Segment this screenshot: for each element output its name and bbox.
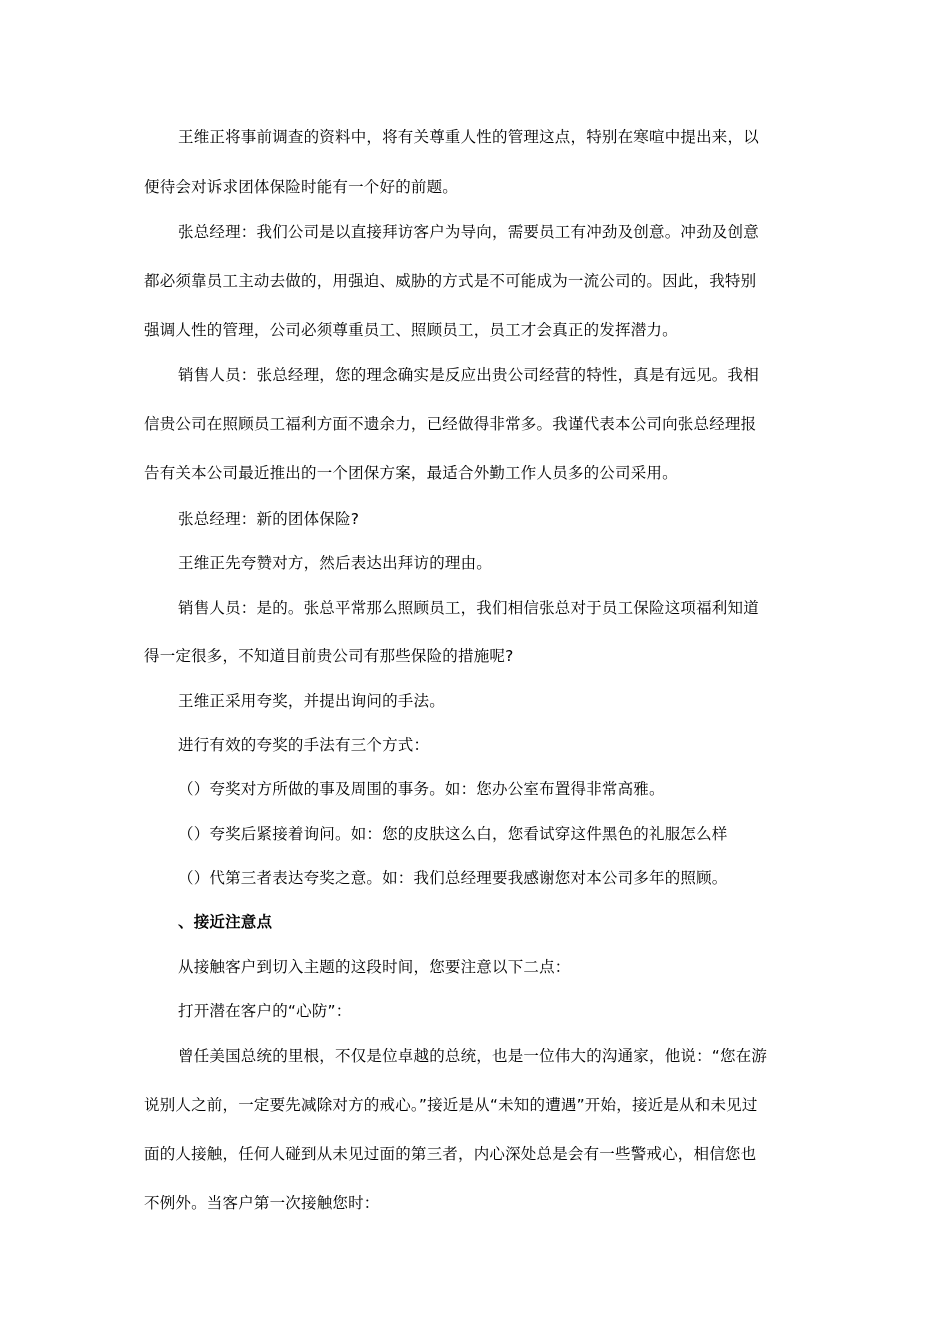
paragraph-line: 张总经理：新的团体保险? (178, 510, 360, 528)
paragraph-line: 曾任美国总统的里根，不仅是位卓越的总统，也是一位伟大的沟通家，他说：“您在游 (178, 1047, 768, 1065)
paragraph-line: 销售人员：张总经理，您的理念确实是反应出贵公司经营的特性，真是有远见。我相 (178, 366, 759, 384)
list-item: （）代第三者表达夸奖之意。如：我们总经理要我感谢您对本公司多年的照顾。 (178, 869, 728, 887)
paragraph-line: 便待会对诉求团体保险时能有一个好的前题。 (144, 178, 459, 196)
paragraph-line: 王维正先夸赞对方，然后表达出拜访的理由。 (178, 554, 493, 572)
paragraph-line: 王维正将事前调查的资料中，将有关尊重人性的管理这点，特别在寒喧中提出来，以 (178, 128, 759, 146)
section-heading: 、接近注意点 (178, 913, 273, 931)
paragraph-line: 面的人接触，任何人碰到从未见过面的第三者，内心深处总是会有一些警戒心，相信您也 (144, 1145, 757, 1163)
paragraph-line: 从接触客户到切入主题的这段时间，您要注意以下二点： (178, 958, 571, 976)
paragraph-line: 进行有效的夸奖的手法有三个方式： (178, 736, 430, 754)
paragraph-line: 打开潜在客户的“心防”： (178, 1002, 352, 1020)
list-item: （）夸奖后紧接着询问。如：您的皮肤这么白，您看试穿这件黑色的礼服怎么样 (178, 825, 728, 843)
paragraph-line: 信贵公司在照顾员工福利方面不遗余力，已经做得非常多。我谨代表本公司向张总经理报 (144, 415, 757, 433)
paragraph-line: 不例外。当客户第一次接触您时： (144, 1194, 380, 1212)
paragraph-line: 告有关本公司最近推出的一个团保方案，最适合外勤工作人员多的公司采用。 (144, 464, 678, 482)
paragraph-line: 说别人之前，一定要先减除对方的戒心。”接近是从“未知的遭遇”开始，接近是从和未见过 (144, 1096, 758, 1114)
paragraph-line: 王维正采用夸奖，并提出询问的手法。 (178, 692, 445, 710)
paragraph-line: 强调人性的管理，公司必须尊重员工、照顾员工，员工才会真正的发挥潜力。 (144, 321, 678, 339)
paragraph-line: 张总经理：我们公司是以直接拜访客户为导向，需要员工有冲劲及创意。冲劲及创意 (178, 223, 759, 241)
paragraph-line: 都必须靠员工主动去做的，用强迫、威胁的方式是不可能成为一流公司的。因此，我特别 (144, 272, 757, 290)
list-item: （）夸奖对方所做的事及周围的事务。如：您办公室布置得非常高雅。 (178, 780, 665, 798)
paragraph-line: 销售人员：是的。张总平常那么照顾员工，我们相信张总对于员工保险这项福利知道 (178, 599, 759, 617)
paragraph-line: 得一定很多，不知道目前贵公司有那些保险的措施呢? (144, 647, 514, 665)
